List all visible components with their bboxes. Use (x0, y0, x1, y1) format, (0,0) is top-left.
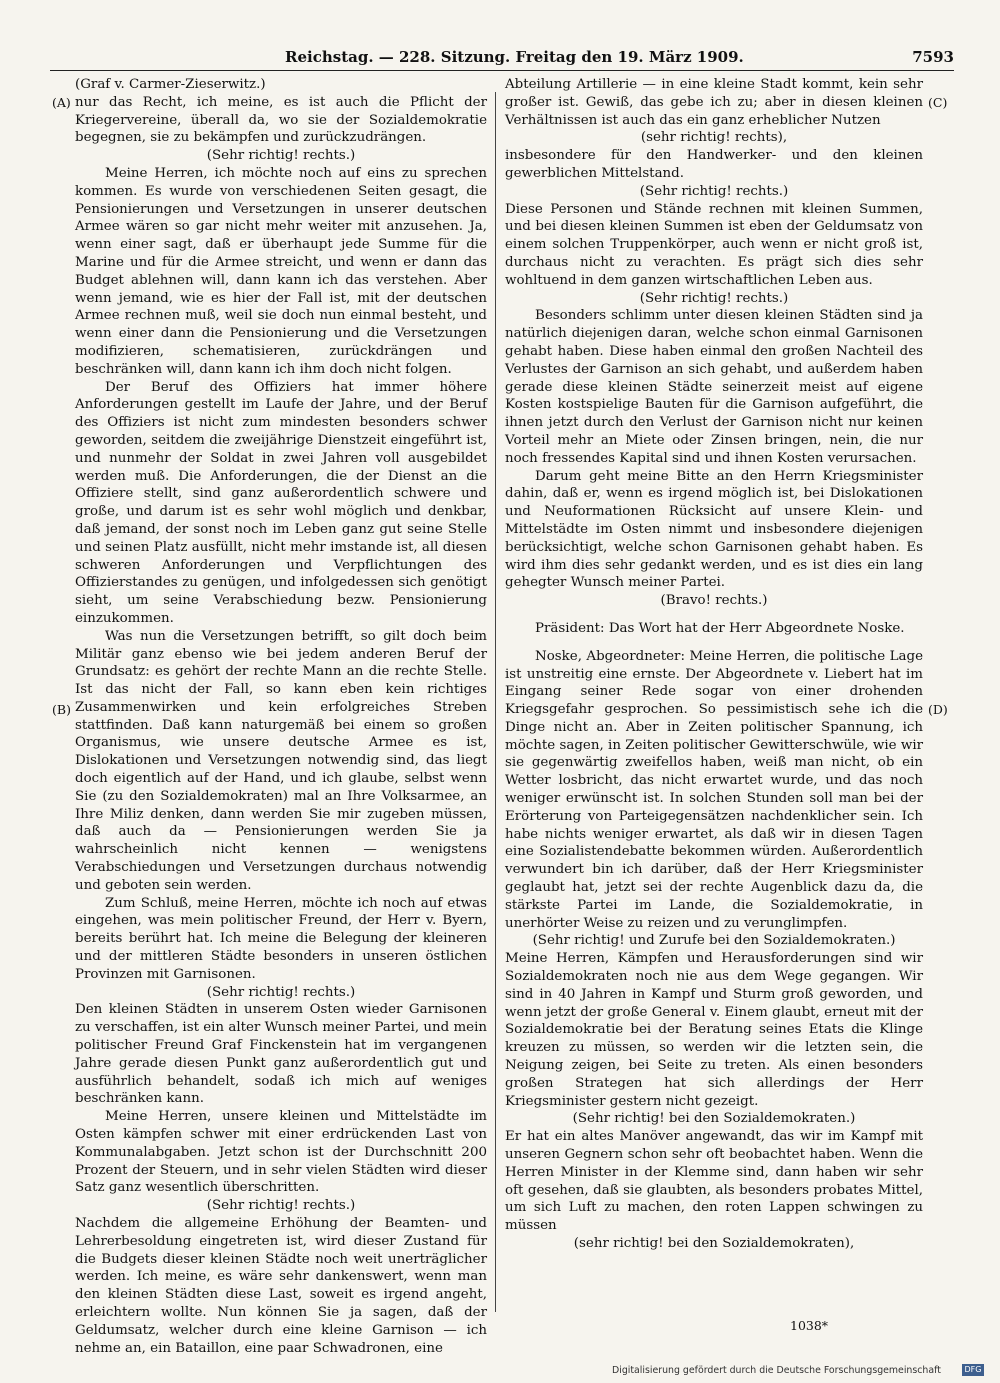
right-paragraph: Er hat ein altes Manöver angewandt, das wir im Kampf mit unseren Gegnern schon sehr oft beobachtet haben. Wenn die Herren Minister in der Klemme sind, dann haben wir sehr oft gesehen, daß sie glaubten, als besonders probates Mittel, um sich Luft zu machen, den roten Lappen schwingen zu müssen (505, 1129, 923, 1234)
right-paragraph: Meine Herren, Kämpfen und Herausforderungen sind wir Sozialdemokraten noch nie aus dem Wege gegangen. Wir sind in 40 Jahren in Kampf und Sturm groß geworden, und wenn jetzt der große General v. Einem glaubt, erneut mit der Sozialdemokratie bei der Beratung seines Etats die Klinge kreuzen zu müssen, so werden wir die letzten sein, die Neigung zeigen, bei Seite zu treten. Als einen besonders großen Strategen hat sich allerdings der Herr Kriegsminister gestern nicht gezeigt. (505, 951, 923, 1109)
right-paragraph: (sehr richtig! bei den Sozialdemokraten), (573, 1236, 855, 1251)
left-paragraph: Der Beruf des Offiziers hat immer höhere Anforderungen gestellt im Laufe der Jahre, und der Beruf des Offiziers ist nicht zum mindesten besonders schwer geworden, seitdem die zweijährige Dienstzeit eingeführt ist, und nunmehr der Soldat in zwei Jahren voll ausgebildet werden muß. Die Anforderungen, die der Dienst an die Offiziere stellt, sind ganz außerordentlich schwere und große, und darum ist es sehr wohl möglich und denkbar, daß jemand, der sonst noch im Leben ganz gut seine Stelle und seinen Platz ausfüllt, nicht mehr imstande ist, all diesen schweren Anforderungen und Verpflichtungen des Offizierstandes zu genügen, und infolgedessen sich genötigt sieht, um seine Verabschiedung bezw. Pensionierung einzukommen. (75, 379, 487, 626)
column-divider (495, 92, 496, 1312)
right-paragraph: Noske, Abgeordneter: Meine Herren, die politische Lage ist unstreitig eine ernste. Der Abgeordnete v. Liebert hat im Eingang seiner Rede sogar von einer drohenden Kriegsgefahr gesprochen. So pessimistisch sehe ich die Dinge nicht an. Aber in Zeiten politischer Spannung, ich möchte sagen, in Zeiten politischer Gewitterschwüle, wie wir sie gegenwärtig zweifellos haben, weiß man nicht, ob ein Wetter losbricht, das nicht erwartet wurde, und das noch weniger erwünscht ist. In solchen Stunden soll man bei der Erörterung von Parteigegensätzen nachdenklicher sein. Ich habe nichts weniger erwartet, als daß wir in diesen Tagen eine Sozialistendebatte bekommen würden. Außerordentlich verwundert bin ich darüber, daß der Herr Kriegsminister geglaubt hat, jetzt sei der rechte Augenblick dazu da, die stärkste Partei im Lande, die Sozialdemokratie, in unerhörter Weise zu reizen und zu verunglimpfen. (505, 648, 923, 931)
digitization-note: Digitalisierung gefördert durch die Deutsche Forschungsgemeinschaft (612, 1365, 941, 1376)
left-paragraph: Meine Herren, unsere kleinen und Mittelstädte im Osten kämpfen schwer mit einer erdrückenden Last von Kommunalabgaben. Jetzt schon ist der Durchschnitt 200 Prozent der Steuern, und in sehr vielen Städten wird dieser Satz ganz wesentlich überschritten. (75, 1109, 487, 1196)
right-paragraph: Präsident: Das Wort hat der Herr Abgeordnete Noske. (535, 620, 905, 636)
right-paragraph: Diese Personen und Stände rechnen mit kleinen Summen, und bei diesen kleinen Summen ist eben der Geldumsatz von einem solchen Truppenkörper, auch wenn er nicht groß ist, durchaus nicht zu verachten. Es prägt sich dies sehr wohltuend in dem ganzen wirtschaftlichen Leben aus. (505, 201, 923, 288)
left-paragraph: Meine Herren, ich möchte noch auf eins zu sprechen kommen. Es wurde von verschiedenen Seiten gesagt, die Pensionierungen und Versetzungen in unserer deutschen Armee wären so gar nicht mehr weiter mit anzusehen. Ja, wenn einer sagt, daß er überhaupt jede Summe für die Marine und für die Armee streicht, und wenn er dann das Budget ablehnen will, dann kann ich das verstehen. Aber wenn jemand, wie es hier der Fall ist, mit der deutschen Armee rechnen muß, weil sie doch nun einmal besteht, und wenn einer dann die Pensionierung und die Versetzungen modifizieren, schematisieren, zurückdrängen und beschränken will, dann kann ich ihm doch nicht folgen. (75, 165, 487, 377)
left-paragraph: (Sehr richtig! rechts.) (206, 148, 356, 164)
left-text-column (75, 76, 487, 1357)
left-paragraph: nur das Recht, ich meine, es ist auch die Pflicht der Kriegervereine, überall da, wo sie der Sozialdemokratie begegnen, sie zu bekämpfen und zurückzudrängen. (75, 94, 487, 146)
right-paragraph: Darum geht meine Bitte an den Herrn Kriegsminister dahin, daß er, wenn es irgend möglich ist, bei Dislokationen und Neuformationen Rücksicht auf unsere Klein- und Mittelstädte im Osten nimmt und insbesondere diejenigen berücksichtigt, welche schon Garnisonen gehabt haben. Es wird ihm dies sehr gedankt werden, und es ist dies ein lang gehegter Wunsch meiner Partei. (505, 468, 923, 591)
left-paragraph: Zum Schluß, meine Herren, möchte ich noch auf etwas eingehen, was mein politischer Freund, der Herr v. Byern, bereits berührt hat. Ich meine die Belegung der kleineren und der mittleren Städte besonders in unseren östlichen Provinzen mit Garnisonen. (75, 895, 487, 982)
margin-marker-c: (C) (928, 95, 948, 110)
right-text-column (505, 76, 923, 1253)
right-paragraph: (Sehr richtig! bei den Sozialdemokraten.) (572, 1111, 856, 1127)
page-header (50, 48, 954, 71)
left-paragraph: (Sehr richtig! rechts.) (206, 984, 356, 1000)
right-paragraph: (Sehr richtig! und Zurufe bei den Sozialdemokraten.) (532, 933, 896, 949)
right-paragraph: (sehr richtig! rechts), (640, 130, 788, 146)
dfg-logo: DFG (962, 1364, 984, 1376)
header-title: Reichstag. — 228. Sitzung. Freitag den 19. März 1909. (285, 48, 744, 66)
left-paragraph: Den kleinen Städten in unserem Osten wieder Garnisonen zu verschaffen, ist ein alter Wunsch meiner Partei, und mein politischer Freund Graf Finckenstein hat im vergangenen Jahre gerade diesen Punkt ganz außerordentlich gut und ausführlich behandelt, sodaß ich mich auf weniges beschränken kann. (75, 1002, 487, 1107)
right-paragraph: insbesondere für den Handwerker- und den kleinen gewerblichen Mittelstand. (505, 148, 923, 181)
left-paragraph: Was nun die Versetzungen betrifft, so gilt doch beim Militär ganz ebenso wie bei jedem anderen Beruf der Grundsatz: es gehört der rechte Mann an die rechte Stelle. Ist das nicht der Fall, so kann eben kein richtiges Zusammenwirken und kein erfolgreiches Streben stattfinden. Daß kann naturgemäß bei einem so großen Organismus, wie unsere deutsche Armee es ist, Dislokationen und Versetzungen notwendig sind, das liegt doch eigentlich auf der Hand, und ich glaube, selbst wenn Sie (zu den Sozialdemokraten) mal an Ihre Volksarmee, an Ihre Miliz denken, dann werden Sie mir zugeben müssen, daß auch da — Pensionierungen werden Sie ja wahrscheinlich nicht kennen — wenigstens Verabschiedungen und Versetzungen durchaus notwendig und geboten sein werden. (75, 628, 487, 893)
right-paragraph: Besonders schlimm unter diesen kleinen Städten sind ja natürlich diejenigen daran, welche schon einmal Garnisonen gehabt haben. Diese haben einmal den großen Nachteil des Verlustes der Garnison an sich gehabt, und außerdem haben gerade diese kleinen Städte seinerzeit meist auf eigene Kosten kostspielige Bauten für die Garnison aufgeführt, die ihnen jetzt durch den Verlust der Garnison nicht nur keinen Vorteil mehr an Miete oder Zinsen bringen, nein, die nur noch fressendes Kapital sind und ihnen Kosten verursachen. (505, 308, 923, 466)
margin-marker-d: (D) (928, 702, 948, 717)
page-number: 7593 (912, 48, 954, 66)
margin-marker-a: (A) (52, 95, 71, 110)
right-paragraph: Abteilung Artillerie — in eine kleine Stadt kommt, kein sehr großer ist. Gewiß, das gebe ich zu; aber in diesen kleinen Verhältnissen ist auch das ein ganz erheblicher Nutzen (505, 77, 923, 128)
left-paragraph: (Sehr richtig! rechts.) (206, 1198, 356, 1214)
left-paragraph: (Graf v. Carmer-Zieserwitz.) (75, 77, 266, 92)
signature-mark: 1038* (790, 1318, 829, 1333)
margin-marker-b: (B) (52, 702, 71, 717)
right-paragraph: (Sehr richtig! rechts.) (639, 290, 789, 306)
right-paragraph: (Sehr richtig! rechts.) (639, 183, 789, 199)
right-paragraph: (Bravo! rechts.) (660, 593, 768, 609)
left-paragraph: Nachdem die allgemeine Erhöhung der Beamten- und Lehrerbesoldung eingetreten ist, wird dieser Zustand für die Budgets dieser kleinen Städte noch weit unerträglicher werden. Ich meine, es wäre sehr dankenswert, wenn man den kleinen Städten diese Last, soweit es irgend angeht, erleichtern wollte. Nun können Sie ja sagen, daß der Geldumsatz, welcher durch eine kleine Garnison — ich nehme an, ein Bataillon, eine paar Schwadronen, eine (75, 1216, 487, 1356)
